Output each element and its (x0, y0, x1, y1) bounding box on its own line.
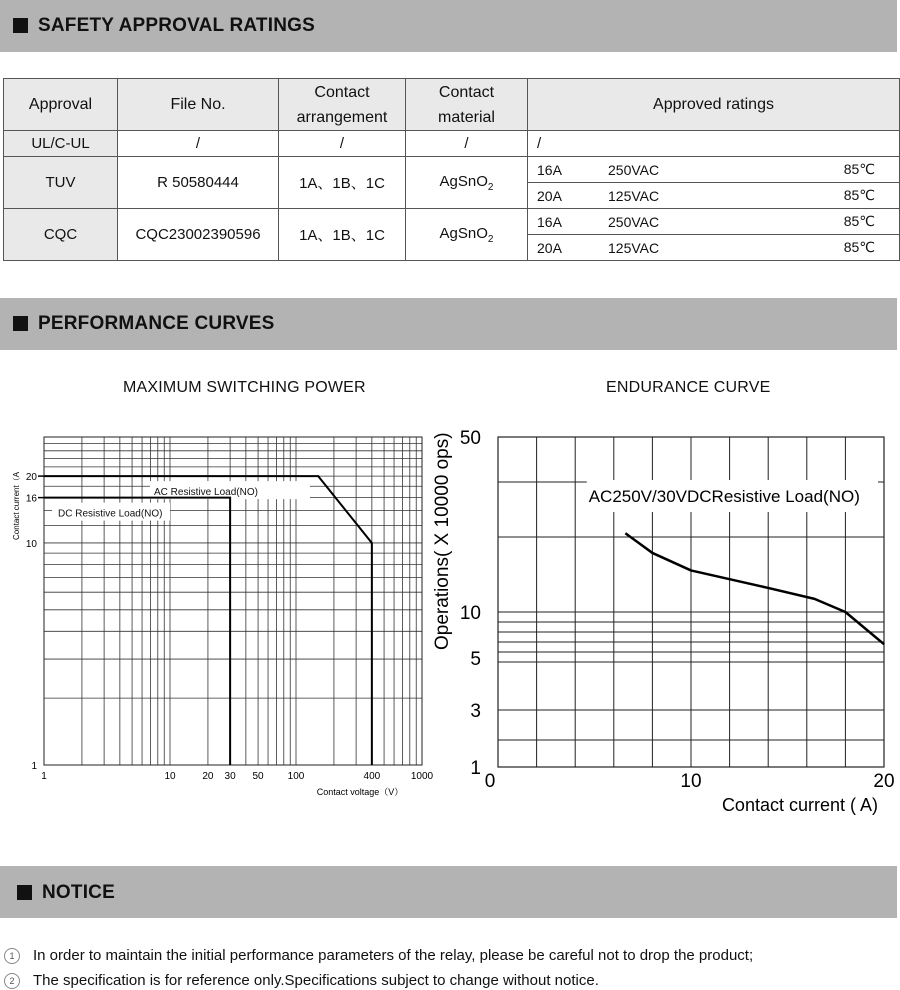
material-subscript: 2 (487, 233, 494, 245)
cell-file-no: R 50580444 (118, 157, 279, 209)
x-tick-label: 50 (252, 771, 264, 782)
rating-temp: 85℃ (843, 187, 875, 203)
y-tick-label: 1 (470, 758, 481, 779)
switching-power-chart (0, 420, 434, 820)
annotation-text: AC250V/30VDCResistive Load(NO) (588, 487, 860, 506)
section-square-icon (13, 316, 28, 331)
material-text: AgSnO (439, 224, 488, 242)
rating-volts: 250VAC (608, 161, 660, 178)
rating-temp: 85℃ (843, 161, 875, 177)
endurance-chart (420, 420, 900, 820)
cell-ratings (528, 157, 900, 209)
cell-arrangement: / (279, 131, 406, 157)
series-label-dc: DC Resistive Load(NO) (58, 508, 163, 520)
header-text: Contact (314, 83, 370, 101)
x-tick-label: 0 (484, 771, 496, 792)
section-header-performance (0, 298, 897, 350)
section-square-icon (17, 885, 32, 900)
table-row (4, 209, 900, 261)
header-contact-arrangement (279, 79, 406, 131)
header-text: material (438, 108, 495, 126)
x-tick-label: 30 (224, 771, 236, 782)
table-row (4, 157, 900, 209)
circled-number-icon: 2 (4, 973, 20, 989)
cell-material (406, 209, 528, 261)
x-tick-label: 1000 (410, 771, 434, 782)
header-file-no: File No. (118, 79, 279, 131)
cell-file-no: CQC23002390596 (118, 209, 279, 261)
cell-ratings: / (528, 131, 900, 157)
rating-amps: 16A (537, 161, 562, 178)
chart-title-endurance: ENDURANCE CURVE (606, 379, 771, 396)
x-tick-label: 20 (873, 771, 895, 792)
cell-material: / (406, 131, 528, 157)
y-tick-label: 20 (25, 472, 37, 484)
rating-amps: 16A (537, 213, 562, 230)
circled-number-icon: 1 (4, 948, 20, 964)
cell-arrangement: 1A、1B、1C (279, 209, 406, 261)
y-tick-label: 5 (470, 649, 481, 670)
x-axis-label: Contact voltage（V） (316, 787, 404, 797)
safety-ratings-table (3, 78, 900, 261)
cell-material (406, 157, 528, 209)
material-text: AgSnO (439, 172, 488, 190)
header-approved-ratings: Approved ratings (528, 79, 900, 131)
x-tick-label: 400 (363, 771, 381, 782)
x-tick-label: 1 (41, 771, 47, 782)
y-tick-label: 10 (459, 603, 481, 624)
header-contact-material (406, 79, 528, 131)
notice-item (4, 947, 753, 964)
x-axis-label: Contact current ( A) (721, 795, 878, 815)
rating-line (528, 157, 899, 183)
cell-approval: CQC (4, 209, 118, 261)
x-tick-label: 100 (287, 771, 305, 782)
rating-volts: 125VAC (608, 239, 660, 256)
section-title: PERFORMANCE CURVES (38, 313, 275, 334)
header-approval: Approval (4, 79, 118, 131)
section-square-icon (13, 18, 28, 33)
cell-approval: UL/C-UL (4, 131, 118, 157)
rating-volts: 250VAC (608, 213, 660, 230)
material-subscript: 2 (487, 181, 494, 193)
rating-amps: 20A (537, 239, 562, 256)
cell-arrangement: 1A、1B、1C (279, 157, 406, 209)
cell-approval: TUV (4, 157, 118, 209)
rating-line (528, 235, 899, 260)
y-tick-label: 1 (31, 761, 37, 772)
y-tick-label: 50 (459, 428, 481, 449)
section-title: NOTICE (42, 882, 115, 903)
chart-title-switching-power: MAXIMUM SWITCHING POWER (123, 379, 366, 396)
x-tick-label: 20 (202, 771, 214, 782)
notice-text: The specification is for reference only.Specifications subject to change without notice. (33, 972, 599, 989)
series-label-ac: AC Resistive Load(NO) (154, 487, 258, 499)
x-tick-label: 10 (164, 771, 176, 782)
section-header-safety (0, 0, 897, 52)
rating-volts: 125VAC (608, 187, 660, 204)
y-tick-label: 16 (25, 493, 37, 505)
section-header-notice (0, 866, 897, 918)
header-text: arrangement (296, 108, 388, 126)
y-axis-label: Operations( X 10000 ops) (432, 432, 453, 650)
notice-text: In order to maintain the initial performance parameters of the relay, please be careful not to drop the product; (33, 947, 754, 964)
cell-ratings (528, 209, 900, 261)
x-tick-label: 10 (680, 771, 702, 792)
rating-temp: 85℃ (843, 213, 875, 229)
cell-file-no: / (118, 131, 279, 157)
table-header-row (4, 79, 900, 131)
y-tick-label: 10 (25, 538, 37, 550)
rating-line (528, 183, 899, 208)
rating-temp: 85℃ (843, 239, 875, 255)
table-row (4, 131, 900, 157)
section-title: SAFETY APPROVAL RATINGS (38, 15, 315, 36)
y-axis-label: Contact current（A (12, 471, 21, 540)
header-text: Contact (438, 83, 495, 101)
rating-amps: 20A (537, 187, 562, 204)
y-tick-label: 3 (470, 701, 481, 722)
notice-item (4, 972, 599, 989)
rating-line (528, 209, 899, 235)
